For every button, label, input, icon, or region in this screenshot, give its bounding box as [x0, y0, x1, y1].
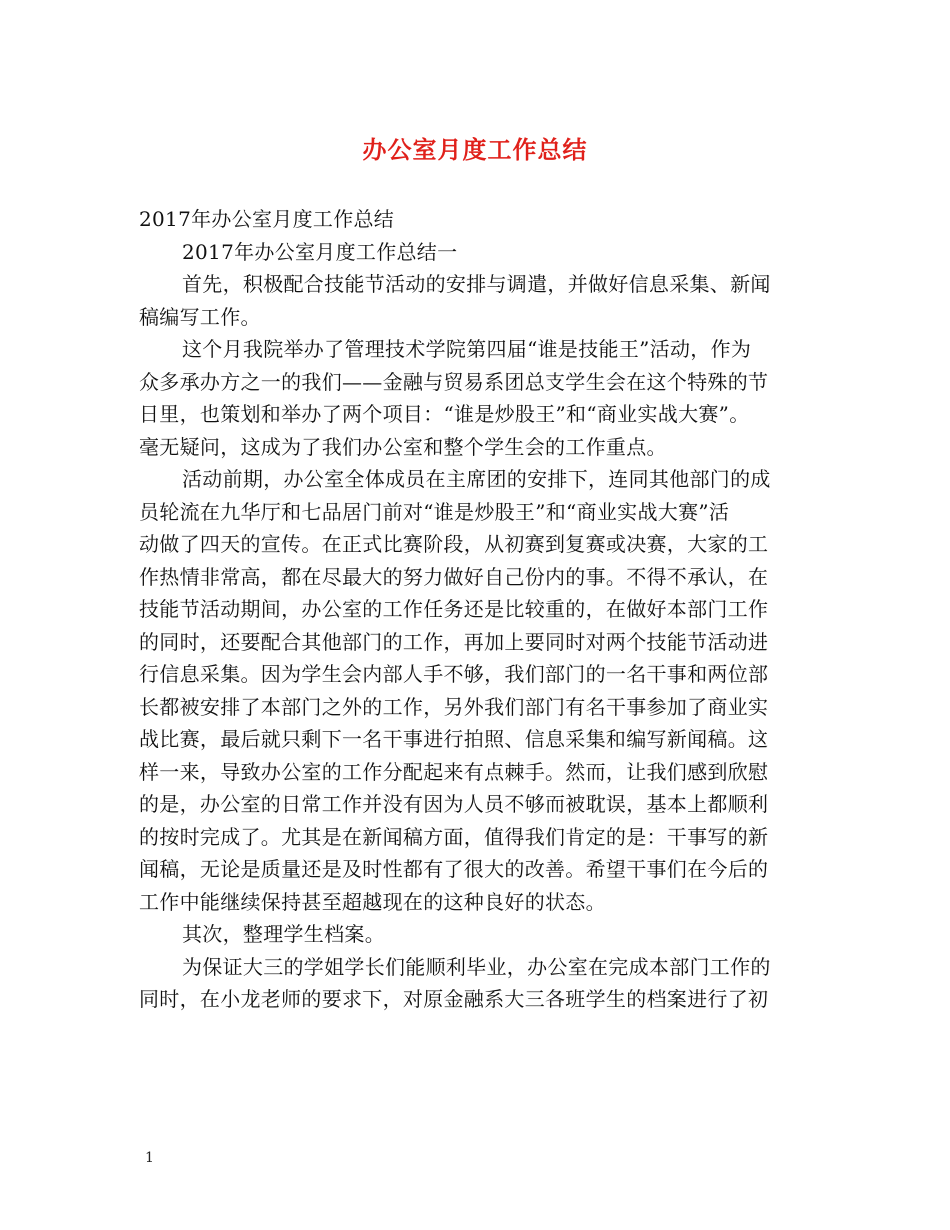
text-line: 长都被安排了本部门之外的工作，另外我们部门有名干事参加了商业实	[139, 694, 769, 719]
document-body	[139, 203, 829, 1016]
text-line: 为保证大三的学姐学长们能顺利毕业，办公室在完成本部门工作的	[182, 954, 771, 979]
text-line: 工作中能继续保持甚至超越现在的这种良好的状态。	[139, 889, 606, 914]
text-line: 首先，积极配合技能节活动的安排与调遣，并做好信息采集、新闻	[182, 272, 771, 296]
text-line: 的同时，还要配合其他部门的工作，再加上要同时对两个技能节活动进	[139, 629, 769, 654]
text-line: 同时，在小龙老师的要求下，对原金融系大三各班学生的档案进行了初	[139, 987, 769, 1011]
text-line: 样一来，导致办公室的工作分配起来有点棘手。然而，让我们感到欣慰	[139, 759, 769, 784]
text-line: 战比赛，最后就只剩下一名干事进行拍照、信息采集和编写新闻稿。这	[139, 727, 769, 751]
text-line: 作热情非常高，都在尽最大的努力做好自己份内的事。不得不承认，在	[139, 564, 769, 589]
text-line: 毫无疑问，这成为了我们办公室和整个学生会的工作重点。	[139, 434, 667, 459]
document-title: 办公室月度工作总结	[362, 135, 588, 164]
text-line: 技能节活动期间，办公室的工作任务还是比较重的，在做好本部门工作	[139, 597, 769, 621]
text-line: 这个月我院举办了管理技术学院第四届“谁是技能王”活动，作为	[182, 337, 752, 361]
text-line: 员轮流在九华厅和七品居门前对“谁是炒股王”和“商业实战大赛”活	[139, 499, 730, 524]
text-line: 稿编写工作。	[139, 304, 261, 329]
text-line: 闻稿，无论是质量还是及时性都有了很大的改善。希望干事们在今后的	[139, 857, 769, 881]
text-line: 行信息采集。因为学生会内部人手不够，我们部门的一名干事和两位部	[139, 662, 769, 686]
text-line: 的按时完成了。尤其是在新闻稿方面，值得我们肯定的是：干事写的新	[139, 824, 769, 849]
text-line: 日里，也策划和举办了两个项目：“谁是炒股王”和“商业实战大赛”。	[139, 402, 750, 426]
text-line: 的是，办公室的日常工作并没有因为人员不够而被耽误，基本上都顺利	[139, 792, 769, 816]
text-line: 活动前期，办公室全体成员在主席团的安排下，连同其他部门的成	[182, 467, 771, 491]
text-line: 其次，整理学生档案。	[182, 922, 385, 946]
text-line: 2017年办公室月度工作总结一	[182, 239, 458, 264]
text-line: 2017年办公室月度工作总结	[139, 207, 395, 231]
page-number: 1	[145, 1150, 154, 1166]
text-line: 众多承办方之一的我们——金融与贸易系团总支学生会在这个特殊的节	[139, 369, 769, 394]
text-line: 动做了四天的宣传。在正式比赛阶段，从初赛到复赛或决赛，大家的工	[139, 532, 769, 556]
